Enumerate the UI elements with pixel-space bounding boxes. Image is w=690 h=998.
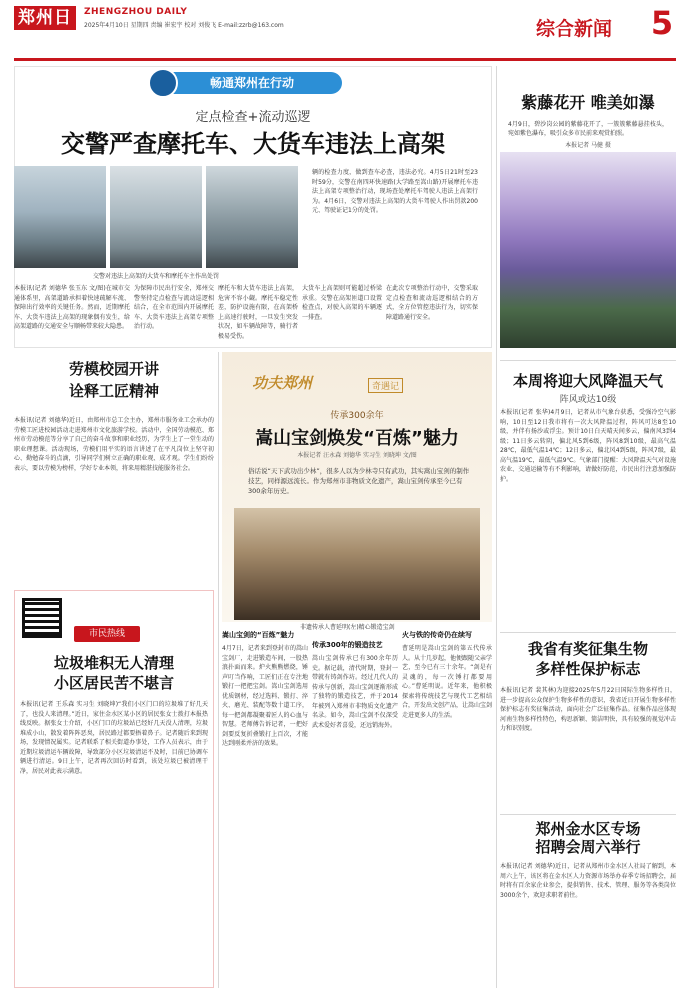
lead-column-4: 大货车上高架则可能超过桥梁承重。交警在高架匝道口设置检查点，对驶入高架的车辆逐一排查。: [302, 285, 382, 321]
rule-jobfair: [500, 814, 676, 815]
feature-photo: [234, 508, 480, 620]
feature-subtitle: 传承300余年: [330, 411, 384, 421]
hotline-headline-2: 小区居民苦不堪言: [53, 674, 174, 692]
feature-column-1: 4月7日，记者来到登封市的嵩山宝剑厂，走进锻造车间，一股热浪扑面而来。炉火熊熊燃烧，锤声叮当作响，工匠们正在专注地锻打一把把宝剑。嵩山宝剑选用优质钢材，经过选料、锻打、淬火、磨光、装配等数十道工序，每一把剑都凝聚着匠人的心血与智慧。老师傅告诉记者，一把好剑要反复折叠锻打上百次，才能达到刚柔并济的效果。: [222, 645, 308, 747]
feature-logo: 功夫郑州: [252, 374, 313, 392]
biodiversity-headline-2: 多样性保护标志: [535, 660, 641, 678]
lead-right-column: 辆的检查力度，做到查车必查，违法必究。4月5日21时至23时59分，交警在南四环快速路(大学路至嵩山路)开展摩托车违法上高架专项整治行动，现场查处摩托车驾驶人违法上高架行为。4月6日，交警对违法上高架的大货车驾驶人作出罚款200元、驾驶证记1分的处罚。: [312, 169, 478, 214]
lead-photos: [14, 166, 298, 268]
wisteria-headline: 紫藤花开 唯美如瀑: [521, 93, 655, 112]
feature-headline: 嵩山宝剑焕发“百炼”魅力: [255, 428, 459, 449]
section-name: 综合新闻: [536, 18, 613, 40]
jobfair-headline-2: 招聘会周六举行: [535, 838, 641, 856]
labor-headline-1: 劳模校园开讲: [68, 360, 159, 378]
feature-subhead-1: 嵩山宝剑的“百炼”魅力: [222, 631, 295, 639]
weather-body: 本报讯(记者 张华)4月9日，记者从市气象台获悉，受强冷空气影响，10日至12日我市将有一次大风降温过程，阵风可达8至10级，并伴有扬沙或浮尘。预计10日白天晴天间多云，偏南风3到4级；11日多云转阴，偏北风5到6级，阵风8到10级，最高气温28℃，最低气温14℃；12日多云，偏北风4到5级，阵风7级，最高气温19℃，最低气温9℃。气象部门提醒：大风降温天气对设施农业、交通运输等有不利影响，请做好防范，市民出行注意加强防护。: [500, 409, 676, 483]
qr-code-icon: [22, 598, 62, 638]
wisteria-photo: [500, 152, 676, 348]
jobfair-headline-1: 郑州金水区专场: [535, 820, 641, 838]
lead-photo-3: [206, 166, 298, 268]
lead-column-3: 摩托车和大货车违法上高架，危害不容小觑。摩托车稳定性差，防护设施有限，在高架桥上高速行驶时，一旦发生突发状况，如车辆故障等，骑行者极易受伤。: [218, 285, 298, 340]
column-divider-1: [218, 352, 219, 988]
labor-headline-2: 诠释工匠精神: [68, 382, 159, 400]
paper-english-name: ZHENGZHOU DAILY: [84, 7, 188, 17]
feature-quote: 俗话说“天下武功出少林”，很多人以为少林寺只有武功，其实嵩山宝剑的制作技艺，同样源远流长。作为郑州市非物质文化遗产，嵩山宝剑传承至今已有300余年历史。: [248, 467, 470, 495]
hotline-tag: 市民热线: [74, 626, 140, 642]
feature-column-2: 嵩山宝剑传承已有300余年历史。据记载，清代时期，登封一带就有铸剑作坊。经过几代人的传承与创新，嵩山宝剑逐渐形成了独特的锻造技艺，并于2014年被列入郑州市非物质文化遗产名录。如今，嵩山宝剑不仅深受武术爱好者喜爱，还远销海外。: [312, 655, 398, 729]
rule-weather: [500, 360, 676, 361]
biodiversity-headline-1: 我省有奖征集生物: [527, 640, 648, 658]
lead-column-1: 本报讯(记者 刘德华 张玉东 文/图)在城市交通体系里，高架道路承担着快速疏解车流、保障出行效率的关键任务。然而，近期摩托车、大货车违法上高架的现象偶有发生，给高架道路的交通安全与顺畅带来较大隐患。: [14, 285, 130, 330]
weather-headline: 本周将迎大风降温天气: [512, 372, 663, 390]
column-divider-2: [496, 66, 497, 988]
lead-column-5: 在此次专项整治行动中，交警采取定点检查和流动巡逻相结合的方式，全方位管控违法行为，切实保障道路通行安全。: [386, 285, 478, 321]
newspaper-logo: 郑州日報: [14, 6, 76, 30]
feature-column-3: 曹延明是嵩山宝剑的第五代传承人。从十几岁起，他便跟随父亲学艺，至今已有三十余年。“剑是有灵魂的，每一次锤打都要用心。”曹延明说。近年来，他积极探索将传统技艺与现代工艺相结合，开发出文创产品，让嵩山宝剑走进更多人的生活。: [402, 645, 492, 719]
lead-headline: 交警严查摩托车、大货车违法上高架: [61, 130, 445, 158]
hotline-body: 本报讯(记者 王乐森 实习生 刘晓坤)“我们小区门口的垃圾堆了好几天了，也没人来清理。”近日，家住金水区某小区的居民张女士拨打本报热线反映。据张女士介绍，小区门口的垃圾站已经好几天没人清理，垃圾堆成小山，散发着阵阵恶臭，居民路过都要捂着鼻子。记者随后来到现场，发现情况属实。记者联系了相关街道办事处，工作人员表示，由于近期垃圾清运车辆故障，导致部分小区垃圾清运不及时，目前已协调车辆进行清运。9日上午，记者再次回访时看到，该处垃圾已被清理干净，居民对此表示满意。: [20, 701, 208, 775]
lead-photo-2: [110, 166, 202, 268]
feature-kicker: 奇遇记: [368, 378, 403, 393]
lead-photo-caption: 交警对违法上高架的大货车和摩托车主作出处罚: [92, 273, 219, 280]
lead-column-2: 为保障市民出行安全，郑州交警坚持定点检查与流动巡逻相结合，在全市范围内开展摩托车、大货车违法上高架专项整治行动。: [134, 285, 214, 330]
lead-photo-1: [14, 166, 106, 268]
rule-biodiversity: [500, 632, 676, 633]
masthead: [0, 0, 690, 66]
feature-photo-caption: 非遗传承人曹延明(左)精心锻造宝剑: [300, 624, 395, 631]
page-number: 5: [650, 4, 674, 42]
masthead-rule: [14, 58, 676, 61]
wisteria-byline: 本报记者 马健 摄: [565, 142, 611, 149]
feature-subhead-3: 火与铁的传奇仍在续写: [402, 631, 472, 639]
biodiversity-body: 本报讯(记者 裴其林)为迎接2025年5月22日国际生物多样性日，进一步提高公众保护生物多样性的意识，我省近日开展生物多样性保护标志有奖征集活动，面向社会广泛征集作品。征集作品应体现河南生物多样性特色，构思新颖、简洁明快，具有较强的视觉冲击力和识别度。: [500, 687, 676, 732]
weather-subtitle: 阵风或达10级: [559, 395, 617, 405]
jobfair-body: 本报讯(记者 刘德华)近日，记者从郑州市金水区人社局了解到，本周六上午，该区将在金水区人力资源市场举办春季专场招聘会，届时将有百余家企业参会，提供销售、技术、管理、服务等各类岗位3000余个，欢迎求职者前往。: [500, 863, 676, 899]
wisteria-text: 4月9日，碧沙岗公园的紫藤花开了，一簇簇紫藤悬挂枝头，宛如紫色瀑布，吸引众多市民前来观赏拍照。: [508, 121, 668, 137]
lead-kicker: 定点检查+流动巡逻: [195, 110, 311, 125]
lead-banner: 畅通郑州在行动: [162, 72, 342, 94]
feature-byline: 本报记者 汪永森 刘德华 实习生 刘晓坤 文/图: [297, 452, 417, 459]
labor-body: 本报讯(记者 刘德华)近日，由郑州市总工会主办，郑州市服务业工会承办的劳模工匠进校园活动走进郑州市文化旅游学校。活动中，全国劳动模范、郑州市劳动模范等分享了自己的奋斗故事和职业经历，为学生上了一堂生动的职业理想课。活动现场，劳模们用平实的语言讲述了在平凡岗位上坚守初心、勤勉奋斗的点滴，引导同学们树立正确的职业观、成才观。学生们纷纷表示，要以劳模为榜样，学好专业本领，将来用精湛技能服务社会。: [14, 417, 214, 472]
police-badge-icon: [148, 68, 178, 98]
hotline-headline-1: 垃圾堆积无人清理: [53, 654, 174, 672]
feature-subhead-2: 传承300年的锻造技艺: [312, 641, 383, 649]
issue-meta: 2025年4月10日 星期四 责编 崔宏宇 校对 刘俊飞 E-mail:zzrb@163.com: [84, 22, 284, 29]
